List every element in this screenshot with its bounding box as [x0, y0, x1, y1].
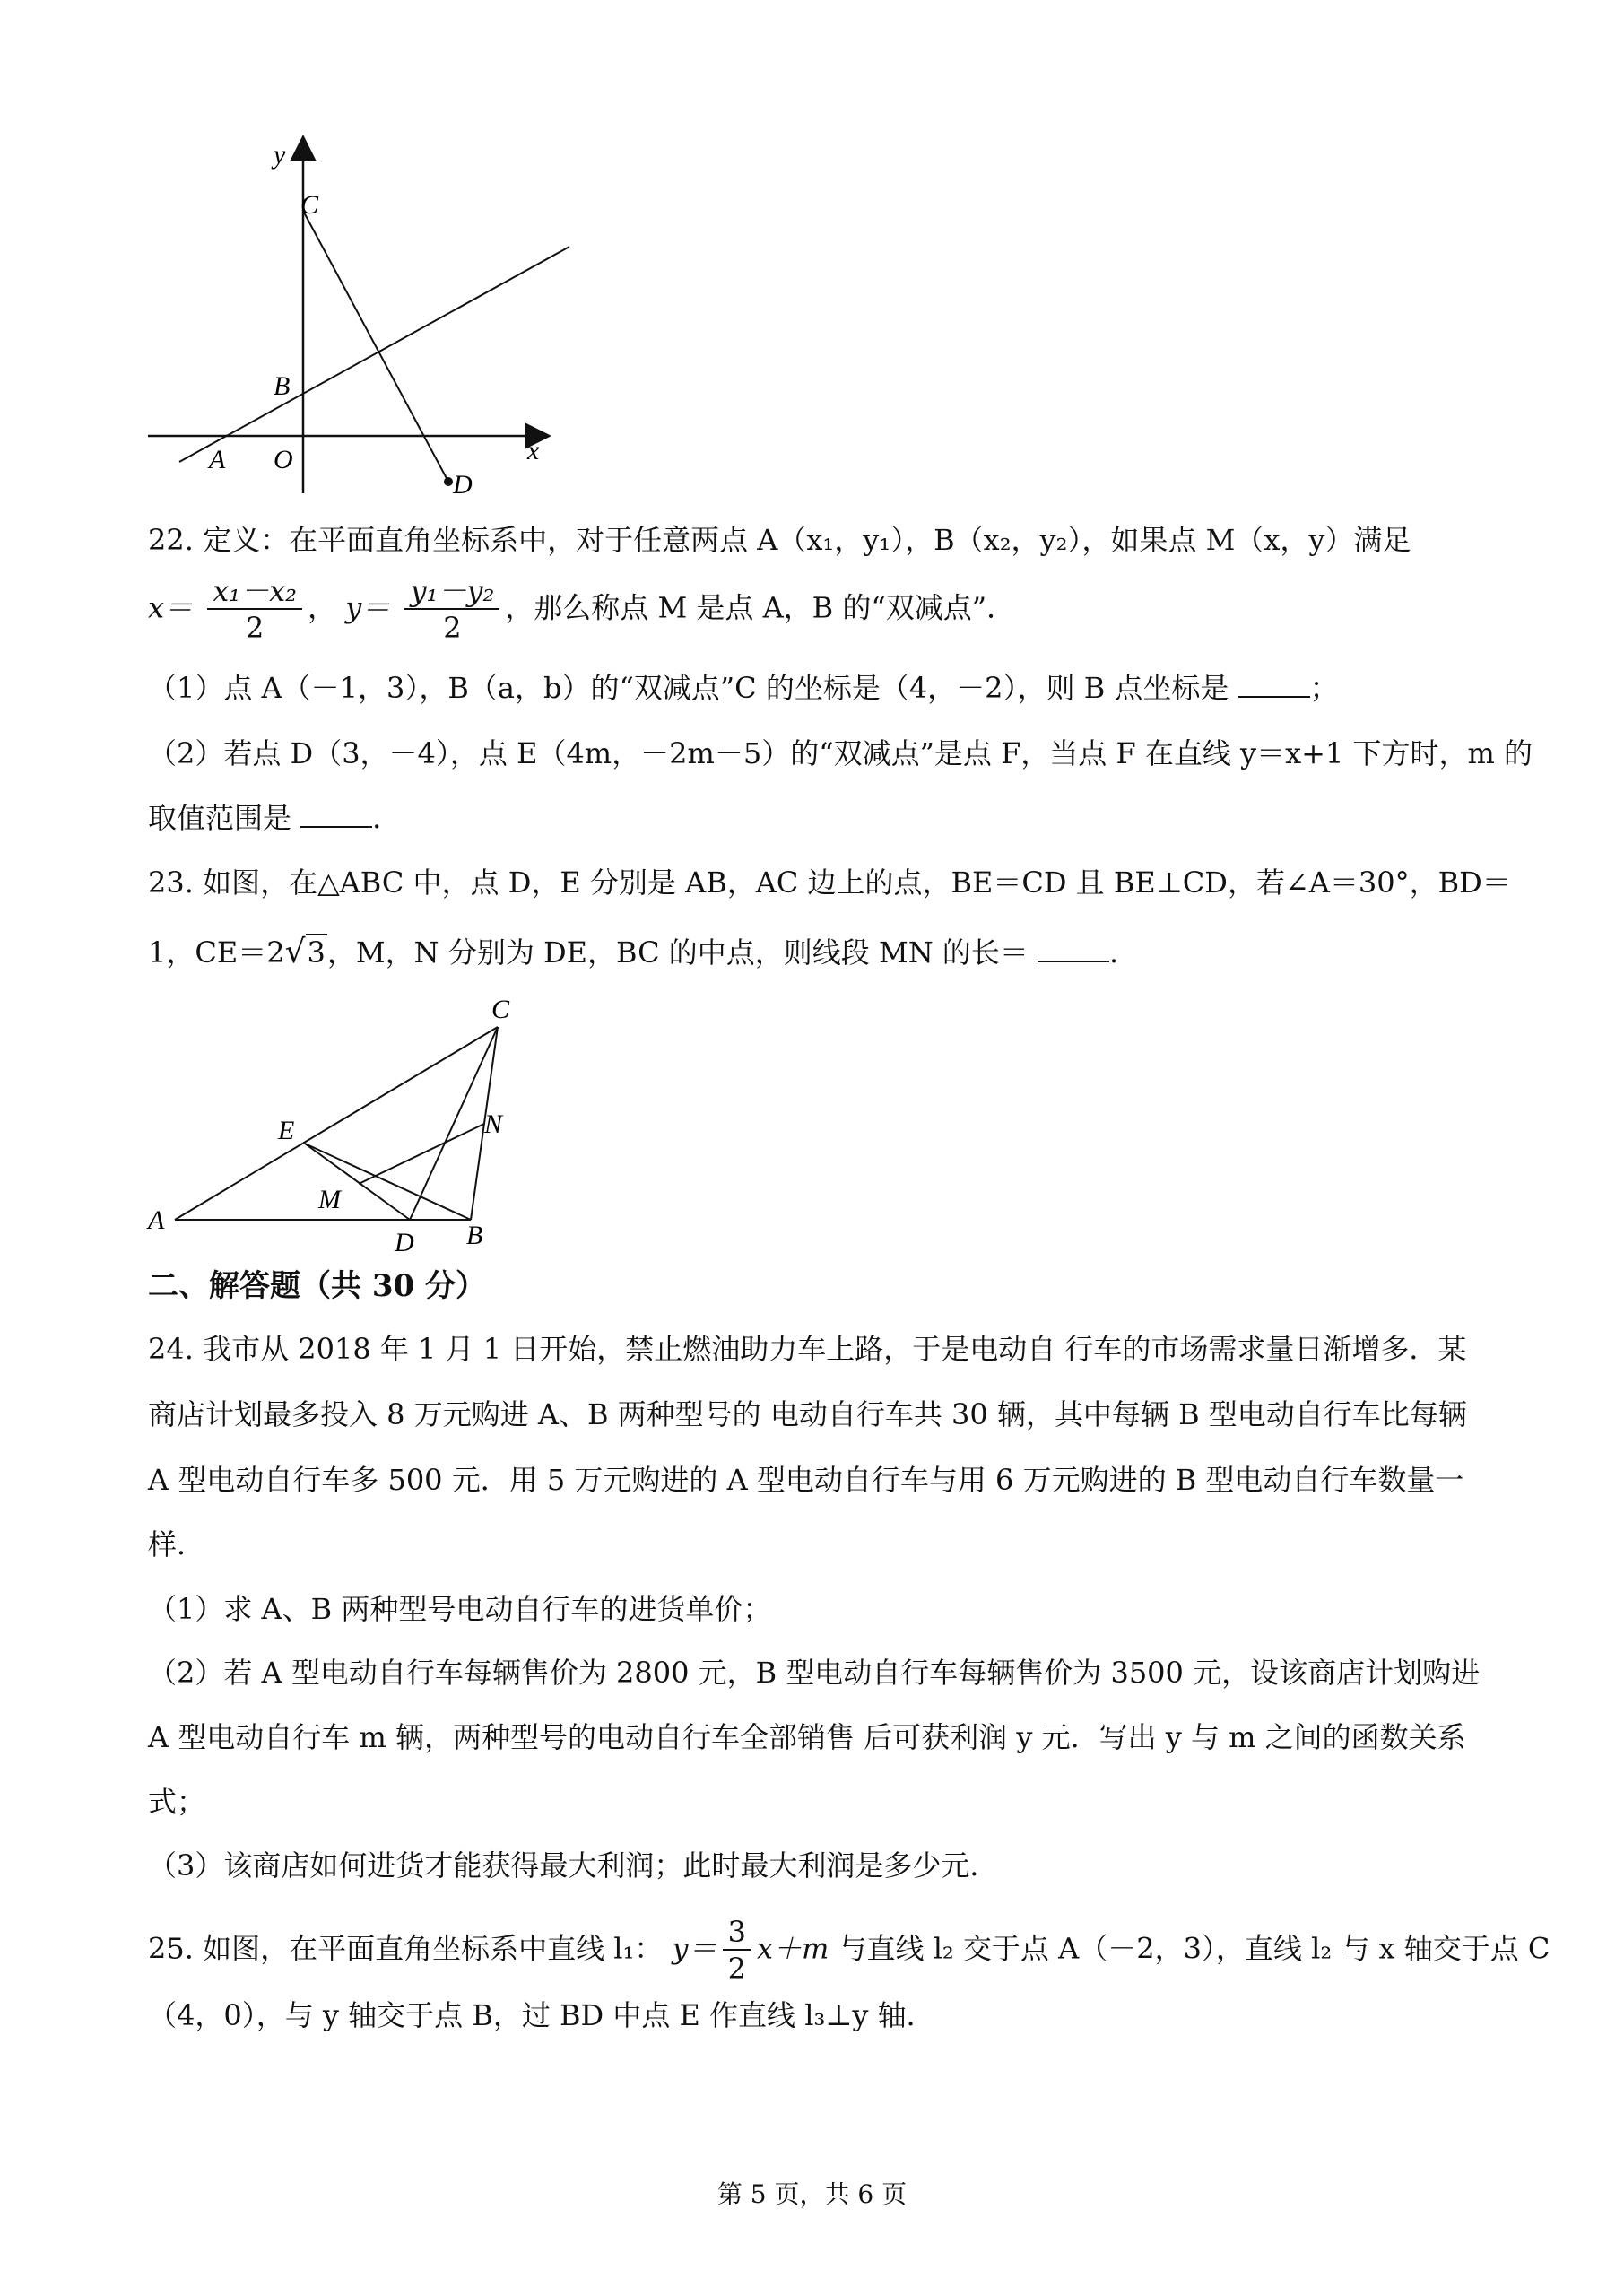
q23-line1: 23. 如图，在△ABC 中，点 D，E 分别是 AB，AC 边上的点，BE＝CD 且 BE⊥CD，若∠A＝30°，BD＝ [148, 865, 1511, 900]
q22-part1-text: （1）点 A（－1，3），B（a，b）的“双减点”C 的坐标是（4，－2），则 B 点坐标是 [148, 671, 1229, 705]
q23-line2b: ，M，N 分别为 DE，BC 的中点，则线段 MN 的长＝ [326, 935, 1029, 970]
q22-equation [148, 574, 1015, 646]
q25-line2: （4，0），与 y 轴交于点 B，过 BD 中点 E 作直线 l₃⊥y 轴． [148, 1998, 935, 2032]
q25-line1 [148, 1915, 1550, 1987]
eq-tail: ，那么称点 M 是点 A，B 的“双减点”． [505, 590, 1016, 625]
page-footer: 第 5 页，共 6 页 [716, 2179, 908, 2209]
q22-line1: 22. 定义：在平面直角坐标系中，对于任意两点 A（x₁，y₁），B（x₂，y₂），如果点 M（x，y）满足 [148, 523, 1411, 557]
label-y: y [274, 140, 286, 170]
q23-line2 [148, 933, 1138, 972]
label-c: C [300, 190, 319, 220]
q24-line4: 样． [148, 1527, 206, 1561]
fraction-x-num: x₁－x₂ [207, 574, 302, 610]
label-e: E [278, 1116, 295, 1145]
sqrt-symbol: √ [284, 934, 306, 970]
q25-fraction-den: 2 [727, 1952, 746, 1986]
q22-part2b-end: ． [372, 801, 402, 835]
q24-line1: 24. 我市从 2018 年 1 月 1 日开始，禁止燃油助力车上路，于是电动自 行车的市场需求量日渐增多．某 [148, 1332, 1467, 1366]
eq-x-lhs: x＝ [148, 590, 194, 625]
label-d: D [395, 1228, 414, 1257]
q24-part3: （3）该商店如何进货才能获得最大利润；此时最大利润是多少元． [148, 1848, 999, 1883]
label-o: O [274, 445, 293, 474]
q25-line1a: 25. 如图，在平面直角坐标系中直线 l₁： [148, 1931, 664, 1966]
label-a: A [148, 1205, 165, 1235]
q24-part2-line1: （2）若 A 型电动自行车每辆售价为 2800 元，B 型电动自行车每辆售价为 3500 元，设该商店计划购进 [148, 1656, 1481, 1690]
q23-line2a: 1，CE＝2 [148, 935, 285, 970]
fraction-y-den: 2 [443, 611, 462, 645]
sqrt-radicand: 3 [307, 935, 326, 970]
label-d: D [453, 470, 473, 500]
q23-line2-end: ． [1109, 935, 1139, 970]
label-a: A [209, 445, 226, 474]
q24-part2-line3: 式； [148, 1785, 206, 1819]
q25-fraction-num: 3 [723, 1915, 751, 1951]
fraction-y-num: y₁－y₂ [404, 574, 499, 610]
label-b: B [274, 371, 291, 401]
q25-eq-lhs: y＝ [672, 1931, 717, 1966]
q24-line3: A 型电动自行车多 500 元．用 5 万元购进的 A 型电动自行车与用 6 万元购进的 B 型电动自行车数量一 [148, 1463, 1464, 1497]
q22-part2: （2）若点 D（3，－4），点 E（4m，－2m－5）的“双减点”是点 F，当点 F 在直线 y＝x+1 下方时，m 的 [148, 736, 1533, 770]
q25-fraction [723, 1915, 751, 1987]
eq-sep: ， [308, 590, 337, 625]
coordinate-figure [135, 126, 583, 502]
q22-part2b-text: 取值范围是 [148, 801, 292, 835]
point-d [444, 477, 453, 486]
fraction-x [207, 574, 302, 646]
label-b: B [466, 1221, 483, 1250]
fraction-y [404, 574, 499, 646]
label-n: N [484, 1109, 503, 1139]
label-m: M [318, 1185, 341, 1214]
line-ab [179, 247, 569, 462]
label-x: x [527, 436, 540, 465]
fraction-x-den: 2 [245, 611, 265, 645]
q22-part1-end: ； [1309, 671, 1339, 705]
q24-part2-line2: A 型电动自行车 m 辆，两种型号的电动自行车全部销售 后可获利润 y 元．写出 y 与 m 之间的函数关系 [148, 1720, 1466, 1754]
q25-line1b: 与直线 l₂ 交于点 A（－2，3），直线 l₂ 与 x 轴交于点 C [829, 1931, 1550, 1966]
answer-blank [1038, 934, 1109, 962]
q22-part1 [148, 668, 1339, 708]
eq-y-lhs: y＝ [345, 590, 391, 625]
q22-part2b [148, 798, 401, 838]
section-heading: 二、解答题（共 30 分） [148, 1268, 486, 1304]
q25-eq-rhs: x＋m [756, 1931, 829, 1966]
answer-blank [1238, 669, 1310, 698]
q24-part1: （1）求 A、B 两种型号电动自行车的进货单价； [148, 1592, 772, 1626]
segment-cd [303, 211, 448, 482]
label-c: C [491, 995, 510, 1024]
q24-line2: 商店计划最多投入 8 万元购进 A、B 两种型号的 电动自行车共 30 辆，其中每辆 B 型电动自行车比每辆 [148, 1397, 1467, 1431]
segment-mn [359, 1124, 484, 1184]
triangle-figure [135, 991, 538, 1260]
answer-blank [300, 799, 372, 828]
